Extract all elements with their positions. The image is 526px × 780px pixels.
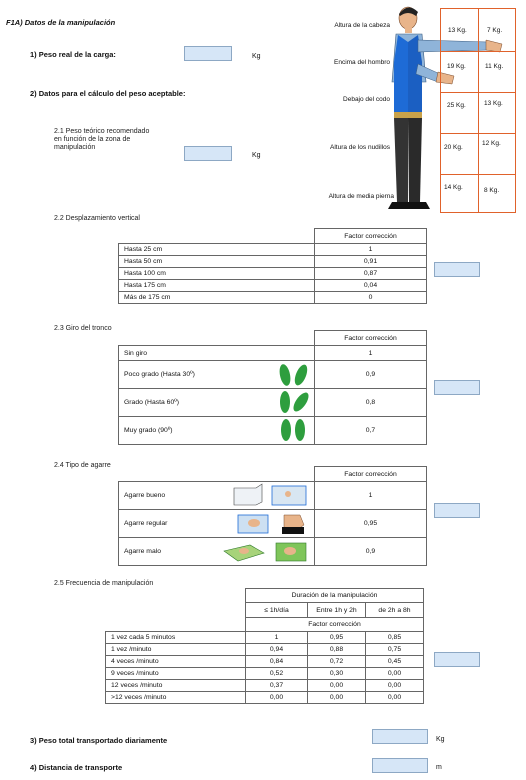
table-row: 1 vez /minuto 0,94 0,88 0,75 bbox=[106, 644, 424, 656]
weight-far-elbow: 13 Kg. bbox=[484, 100, 503, 107]
table-row: Más de 175 cm 0 bbox=[119, 292, 427, 304]
feet-rotation-icon bbox=[276, 389, 312, 415]
grip-header: Factor corrección bbox=[315, 467, 427, 482]
table-row: Muy grado (90º) 0,7 bbox=[119, 417, 427, 445]
table-row: Hasta 100 cm 0,87 bbox=[119, 268, 427, 280]
grip-type-title: 2.4 Tipo de agarre bbox=[54, 462, 111, 469]
frequency-factor-header: Factor corrección bbox=[246, 618, 424, 632]
table-row: Sin giro 1 bbox=[119, 346, 427, 361]
vertical-displacement-title: 2.2 Desplazamiento vertical bbox=[54, 215, 140, 222]
vertical-displacement-table bbox=[118, 228, 427, 304]
table-row: Agarre regular 0,95 bbox=[119, 510, 427, 538]
good-grip-icon bbox=[232, 482, 308, 506]
weight-far-knuckles: 12 Kg. bbox=[482, 140, 501, 147]
theoretical-weight-line2: en función de la zona de bbox=[54, 136, 131, 143]
daily-weight-input[interactable] bbox=[372, 729, 428, 744]
frequency-title: 2.5 Frecuencia de manipulación bbox=[54, 580, 154, 587]
theoretical-weight-line1: 2.1 Peso teórico recomendado bbox=[54, 128, 150, 135]
real-weight-unit: Kg bbox=[252, 53, 261, 60]
tr-header: Factor corrección bbox=[315, 331, 427, 346]
weight-far-shoulder: 11 Kg. bbox=[485, 63, 504, 70]
theoretical-weight-input[interactable] bbox=[184, 146, 232, 161]
table-row: Grado (Hasta 60º) 0,8 bbox=[119, 389, 427, 417]
weight-near-shoulder: 19 Kg. bbox=[447, 63, 466, 70]
real-weight-label: 1) Peso real de la carga: bbox=[30, 50, 116, 59]
trunk-rotation-input[interactable] bbox=[434, 380, 480, 395]
table-row: Poco grado (Hasta 30º) 0,9 bbox=[119, 361, 427, 389]
feet-strong-rotation-icon bbox=[276, 417, 312, 443]
theoretical-weight-label bbox=[54, 128, 149, 152]
table-row: >12 veces /minuto 0,00 0,00 0,00 bbox=[106, 692, 424, 704]
table-row: Agarre malo 0,9 bbox=[119, 538, 427, 566]
theoretical-weight-unit: Kg bbox=[252, 152, 261, 159]
daily-weight-unit: Kg bbox=[436, 736, 445, 743]
trunk-rotation-table bbox=[118, 330, 427, 445]
table-row: Hasta 175 cm 0,04 bbox=[119, 280, 427, 292]
duration-header: Duración de la manipulación bbox=[246, 589, 424, 603]
transport-distance-label: 4) Distancia de transporte bbox=[30, 763, 123, 772]
zone-label-shoulder: Encima del hombro bbox=[334, 59, 390, 66]
table-row: Agarre bueno 1 bbox=[119, 482, 427, 510]
zone-label-knuckles: Altura de los nudillos bbox=[330, 144, 390, 151]
col-le-1h: ≤ 1h/día bbox=[246, 603, 308, 618]
bad-grip-icon bbox=[220, 539, 310, 563]
page-title: F1A) Datos de la manipulación bbox=[6, 18, 116, 27]
transport-distance-input[interactable] bbox=[372, 758, 428, 773]
frequency-input[interactable] bbox=[434, 652, 480, 667]
table-row: 1 vez cada 5 minutos 1 0,95 0,85 bbox=[106, 632, 424, 644]
regular-grip-icon bbox=[236, 511, 310, 535]
table-row: Hasta 25 cm 1 bbox=[119, 244, 427, 256]
weight-far-head: 7 Kg. bbox=[487, 27, 503, 34]
weight-near-midleg: 14 Kg. bbox=[444, 184, 463, 191]
vertical-displacement-input[interactable] bbox=[434, 262, 480, 277]
daily-weight-label: 3) Peso total transportado diariamente bbox=[30, 736, 168, 745]
frequency-table bbox=[105, 588, 424, 704]
theoretical-weight-line3: manipulación bbox=[54, 144, 96, 151]
real-weight-input[interactable] bbox=[184, 46, 232, 61]
weight-near-elbow: 25 Kg. bbox=[447, 102, 466, 109]
zone-label-head: Altura de la cabeza bbox=[334, 22, 390, 29]
zone-label-midleg: Altura de media pierna bbox=[328, 193, 394, 200]
weight-grid bbox=[440, 8, 516, 213]
feet-slight-rotation-icon bbox=[276, 362, 312, 388]
table-row: 12 veces /minuto 0,37 0,00 0,00 bbox=[106, 680, 424, 692]
vd-header: Factor corrección bbox=[315, 229, 427, 244]
table-row: 4 veces /minuto 0,84 0,72 0,45 bbox=[106, 656, 424, 668]
col-1h-2h: Entre 1h y 2h bbox=[308, 603, 366, 618]
table-row: Hasta 50 cm 0,91 bbox=[119, 256, 427, 268]
transport-distance-unit: m bbox=[436, 764, 442, 771]
weight-far-midleg: 8 Kg. bbox=[484, 187, 500, 194]
weight-near-knuckles: 20 Kg. bbox=[444, 144, 463, 151]
zone-label-elbow: Debajo del codo bbox=[343, 96, 390, 103]
acceptable-weight-heading: 2) Datos para el cálculo del peso aceptable: bbox=[30, 89, 186, 98]
grip-type-input[interactable] bbox=[434, 503, 480, 518]
weight-near-head: 13 Kg. bbox=[448, 27, 467, 34]
col-2h-8h: de 2h a 8h bbox=[366, 603, 424, 618]
trunk-rotation-title: 2.3 Giro del tronco bbox=[54, 325, 112, 332]
table-row: 9 veces /minuto 0,52 0,30 0,00 bbox=[106, 668, 424, 680]
